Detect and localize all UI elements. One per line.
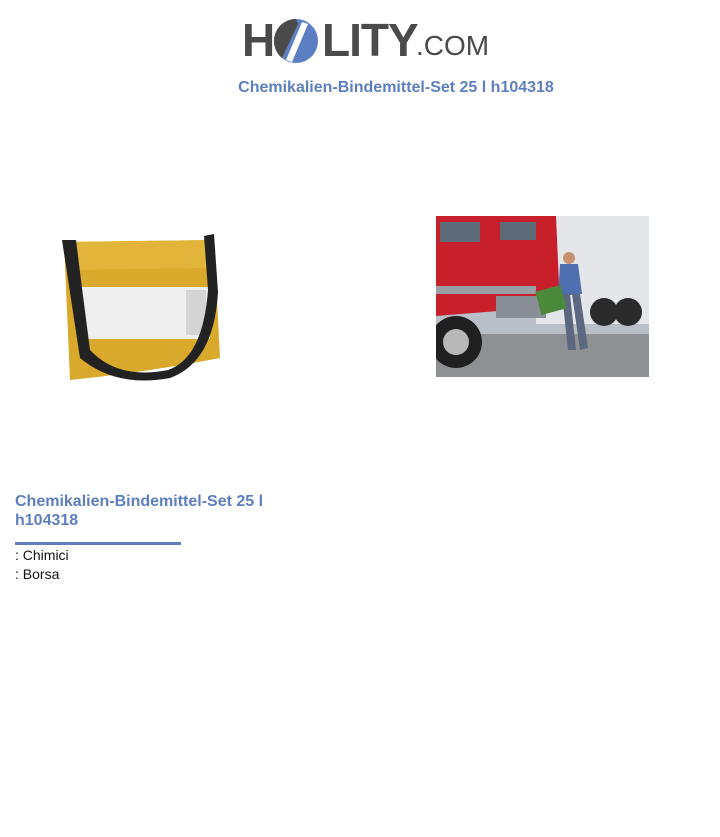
product-heading: Chemikalien-Bindemittel-Set 25 l h104318	[15, 493, 264, 529]
page-title: Chemikalien-Bindemittel-Set 25 l h104318	[238, 79, 554, 96]
logo-suffix: .COM	[416, 30, 490, 61]
logo-letter-h: H	[242, 14, 275, 66]
product-image-bag[interactable]	[58, 230, 226, 384]
logo-o-icon	[272, 14, 322, 66]
spec-category: : Chimici	[15, 547, 69, 563]
logo-letters-lity: LITY	[322, 14, 418, 66]
heading-divider	[15, 542, 181, 545]
product-image-truck[interactable]	[436, 216, 649, 377]
spec-type: : Borsa	[15, 566, 60, 582]
holity-logo[interactable]	[242, 12, 490, 68]
